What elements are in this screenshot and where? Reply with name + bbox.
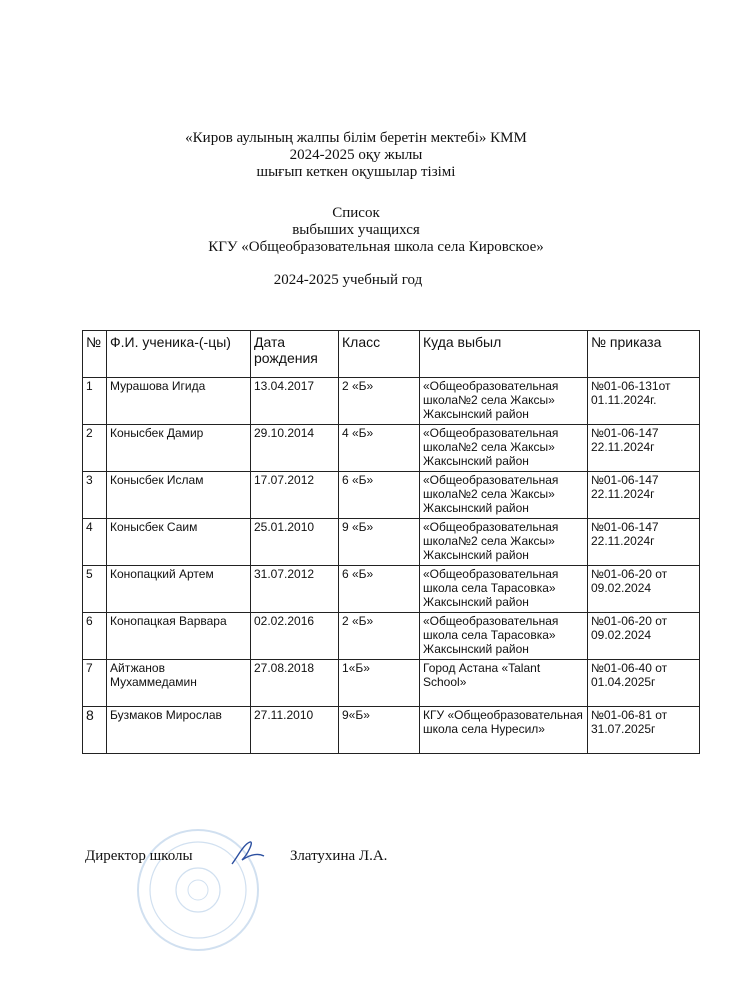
cell-order: №01-06-147 22.11.2024г	[588, 519, 700, 566]
director-name: Златухина Л.А.	[290, 848, 388, 864]
cell-order: №01-06-131от 01.11.2024г.	[588, 378, 700, 425]
header-num: №	[83, 331, 107, 378]
header-kz-line3: шығып кеткен оқушылар тізімі	[256, 164, 456, 180]
header-ru-line3: КГУ «Общеобразовательная школа села Кировское»	[208, 239, 544, 255]
table-row	[83, 660, 700, 707]
cell-order: №01-06-81 от 31.07.2025г	[588, 707, 700, 754]
cell-num: 7	[83, 660, 107, 707]
table-row	[83, 566, 700, 613]
cell-name: Конопацкий Артем	[107, 566, 251, 613]
header-dob: Дата рождения	[251, 331, 339, 378]
table-row	[83, 472, 700, 519]
table-row	[83, 707, 700, 754]
cell-num: 2	[83, 425, 107, 472]
cell-dob: 27.11.2010	[251, 707, 339, 754]
header-kz	[0, 130, 722, 181]
cell-class: 6 «Б»	[339, 566, 420, 613]
header-name: Ф.И. ученика-(-цы)	[107, 331, 251, 378]
cell-name: Айтжанов Мухаммедамин	[107, 660, 251, 707]
cell-class: 2 «Б»	[339, 613, 420, 660]
cell-dob: 27.08.2018	[251, 660, 339, 707]
cell-destination: «Общеобразовательная школа№2 села Жаксы» Жаксынский район	[420, 425, 588, 472]
cell-num: 8	[83, 707, 107, 754]
director-title: Директор школы	[85, 848, 193, 864]
cell-destination: «Общеобразовательная школа села Тарасовка» Жаксынский район	[420, 613, 588, 660]
students-table	[82, 330, 700, 754]
cell-order: №01-06-20 от 09.02.2024	[588, 613, 700, 660]
cell-order: №01-06-147 22.11.2024г	[588, 425, 700, 472]
header-ru	[0, 205, 722, 256]
cell-class: 4 «Б»	[339, 425, 420, 472]
cell-destination: КГУ «Общеобразовательная школа села Нуресил»	[420, 707, 588, 754]
cell-name: Конысбек Ислам	[107, 472, 251, 519]
cell-dob: 31.07.2012	[251, 566, 339, 613]
table-row	[83, 613, 700, 660]
cell-class: 1«Б»	[339, 660, 420, 707]
header-kz-line1: «Киров аулының жалпы білім беретін мектебі» КММ	[185, 130, 527, 146]
cell-order: №01-06-20 от 09.02.2024	[588, 566, 700, 613]
cell-class: 6 «Б»	[339, 472, 420, 519]
header-ru-line2: выбыших учащихся	[292, 222, 420, 238]
cell-destination: «Общеобразовательная школа села Тарасовка» Жаксынский район	[420, 566, 588, 613]
cell-destination: «Общеобразовательная школа№2 села Жаксы» Жаксынский район	[420, 378, 588, 425]
cell-dob: 13.04.2017	[251, 378, 339, 425]
cell-dob: 02.02.2016	[251, 613, 339, 660]
cell-dob: 17.07.2012	[251, 472, 339, 519]
table-row	[83, 378, 700, 425]
cell-class: 9 «Б»	[339, 519, 420, 566]
header-ru-line1: Список	[332, 205, 380, 221]
cell-num: 6	[83, 613, 107, 660]
cell-order: №01-06-147 22.11.2024г	[588, 472, 700, 519]
school-year: 2024-2025 учебный год	[273, 272, 423, 288]
cell-class: 9«Б»	[339, 707, 420, 754]
cell-destination: «Общеобразовательная школа№2 села Жаксы» Жаксынский район	[420, 472, 588, 519]
cell-name: Конопацкая Варвара	[107, 613, 251, 660]
cell-num: 1	[83, 378, 107, 425]
cell-name: Бузмаков Мирослав	[107, 707, 251, 754]
cell-destination: Город Астана «Talant School»	[420, 660, 588, 707]
cell-num: 3	[83, 472, 107, 519]
cell-order: №01-06-40 от 01.04.2025г	[588, 660, 700, 707]
cell-name: Конысбек Дамир	[107, 425, 251, 472]
table-header-row	[83, 331, 700, 378]
header-kz-line2: 2024-2025 оқу жылы	[289, 147, 423, 163]
cell-num: 5	[83, 566, 107, 613]
cell-dob: 29.10.2014	[251, 425, 339, 472]
cell-name: Мурашова Игида	[107, 378, 251, 425]
header-order: № приказа	[588, 331, 700, 378]
cell-num: 4	[83, 519, 107, 566]
header-destination: Куда выбыл	[420, 331, 588, 378]
header-class: Класс	[339, 331, 420, 378]
cell-dob: 25.01.2010	[251, 519, 339, 566]
director-signature	[228, 838, 268, 868]
cell-destination: «Общеобразовательная школа№2 села Жаксы» Жаксынский район	[420, 519, 588, 566]
table-row	[83, 519, 700, 566]
table-row	[83, 425, 700, 472]
cell-class: 2 «Б»	[339, 378, 420, 425]
cell-name: Конысбек Саим	[107, 519, 251, 566]
